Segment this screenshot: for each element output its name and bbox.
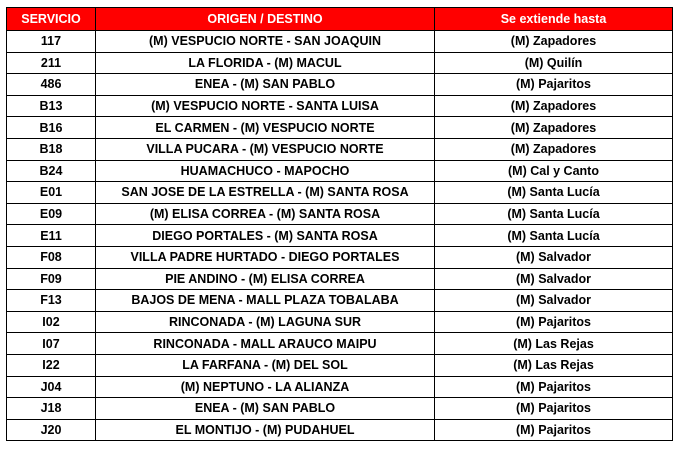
origen-destino-cell: BAJOS DE MENA - MALL PLAZA TOBALABA [96,290,435,312]
servicio-cell: B16 [7,117,96,139]
table-row [7,419,673,441]
servicio-cell: B18 [7,138,96,160]
extiende-cell: (M) Pajaritos [435,419,673,441]
origen-destino-cell: HUAMACHUCO - MAPOCHO [96,160,435,182]
servicio-cell: I02 [7,311,96,333]
table-row [7,290,673,312]
extiende-cell: (M) Santa Lucía [435,225,673,247]
table-row [7,333,673,355]
servicio-cell: 486 [7,74,96,96]
origen-destino-cell: (M) NEPTUNO - LA ALIANZA [96,376,435,398]
table-row [7,376,673,398]
table-row [7,246,673,268]
header-row [7,8,673,31]
table-row [7,117,673,139]
origen-destino-cell: (M) ELISA CORREA - (M) SANTA ROSA [96,203,435,225]
table-row [7,95,673,117]
origen-destino-cell: LA FARFANA - (M) DEL SOL [96,354,435,376]
servicio-cell: B24 [7,160,96,182]
servicio-cell: E01 [7,182,96,204]
extiende-cell: (M) Zapadores [435,95,673,117]
origen-destino-cell: (M) VESPUCIO NORTE - SANTA LUISA [96,95,435,117]
extiende-cell: (M) Zapadores [435,117,673,139]
servicio-cell: 211 [7,52,96,74]
table-row [7,225,673,247]
table-row [7,354,673,376]
extiende-cell: (M) Pajaritos [435,311,673,333]
table-row [7,203,673,225]
origen-destino-cell: ENEA - (M) SAN PABLO [96,398,435,420]
extiende-cell: (M) Zapadores [435,138,673,160]
servicio-cell: F09 [7,268,96,290]
extiende-cell: (M) Quilín [435,52,673,74]
origen-destino-cell: LA FLORIDA - (M) MACUL [96,52,435,74]
extiende-cell: (M) Cal y Canto [435,160,673,182]
origen-destino-cell: VILLA PADRE HURTADO - DIEGO PORTALES [96,246,435,268]
extiende-cell: (M) Las Rejas [435,333,673,355]
extiende-cell: (M) Zapadores [435,31,673,53]
servicio-cell: J20 [7,419,96,441]
origen-destino-cell: (M) VESPUCIO NORTE - SAN JOAQUIN [96,31,435,53]
servicio-cell: J18 [7,398,96,420]
header-se-extiende-hasta: Se extiende hasta [435,8,673,31]
extiende-cell: (M) Pajaritos [435,376,673,398]
servicio-cell: E11 [7,225,96,247]
servicio-cell: 117 [7,31,96,53]
table-row [7,31,673,53]
origen-destino-cell: PIE ANDINO - (M) ELISA CORREA [96,268,435,290]
origen-destino-cell: RINCONADA - (M) LAGUNA SUR [96,311,435,333]
extiende-cell: (M) Santa Lucía [435,203,673,225]
origen-destino-cell: SAN JOSE DE LA ESTRELLA - (M) SANTA ROSA [96,182,435,204]
extiende-cell: (M) Pajaritos [435,398,673,420]
table-row [7,268,673,290]
servicio-cell: I22 [7,354,96,376]
origen-destino-cell: EL MONTIJO - (M) PUDAHUEL [96,419,435,441]
table-row [7,182,673,204]
table-row [7,311,673,333]
table-row [7,398,673,420]
table-row [7,160,673,182]
table-row [7,74,673,96]
header-origen-destino: ORIGEN / DESTINO [96,8,435,31]
table-row [7,52,673,74]
extiende-cell: (M) Salvador [435,246,673,268]
origen-destino-cell: RINCONADA - MALL ARAUCO MAIPU [96,333,435,355]
origen-destino-cell: ENEA - (M) SAN PABLO [96,74,435,96]
extiende-cell: (M) Salvador [435,290,673,312]
servicio-cell: E09 [7,203,96,225]
servicio-cell: I07 [7,333,96,355]
header-servicio: SERVICIO [7,8,96,31]
routes-table-container [6,7,672,441]
servicio-cell: J04 [7,376,96,398]
table-body [7,31,673,441]
origen-destino-cell: EL CARMEN - (M) VESPUCIO NORTE [96,117,435,139]
extiende-cell: (M) Las Rejas [435,354,673,376]
extiende-cell: (M) Pajaritos [435,74,673,96]
origen-destino-cell: VILLA PUCARA - (M) VESPUCIO NORTE [96,138,435,160]
table-row [7,138,673,160]
extiende-cell: (M) Salvador [435,268,673,290]
servicio-cell: F08 [7,246,96,268]
servicio-cell: F13 [7,290,96,312]
servicio-cell: B13 [7,95,96,117]
routes-table [6,7,673,441]
origen-destino-cell: DIEGO PORTALES - (M) SANTA ROSA [96,225,435,247]
extiende-cell: (M) Santa Lucía [435,182,673,204]
